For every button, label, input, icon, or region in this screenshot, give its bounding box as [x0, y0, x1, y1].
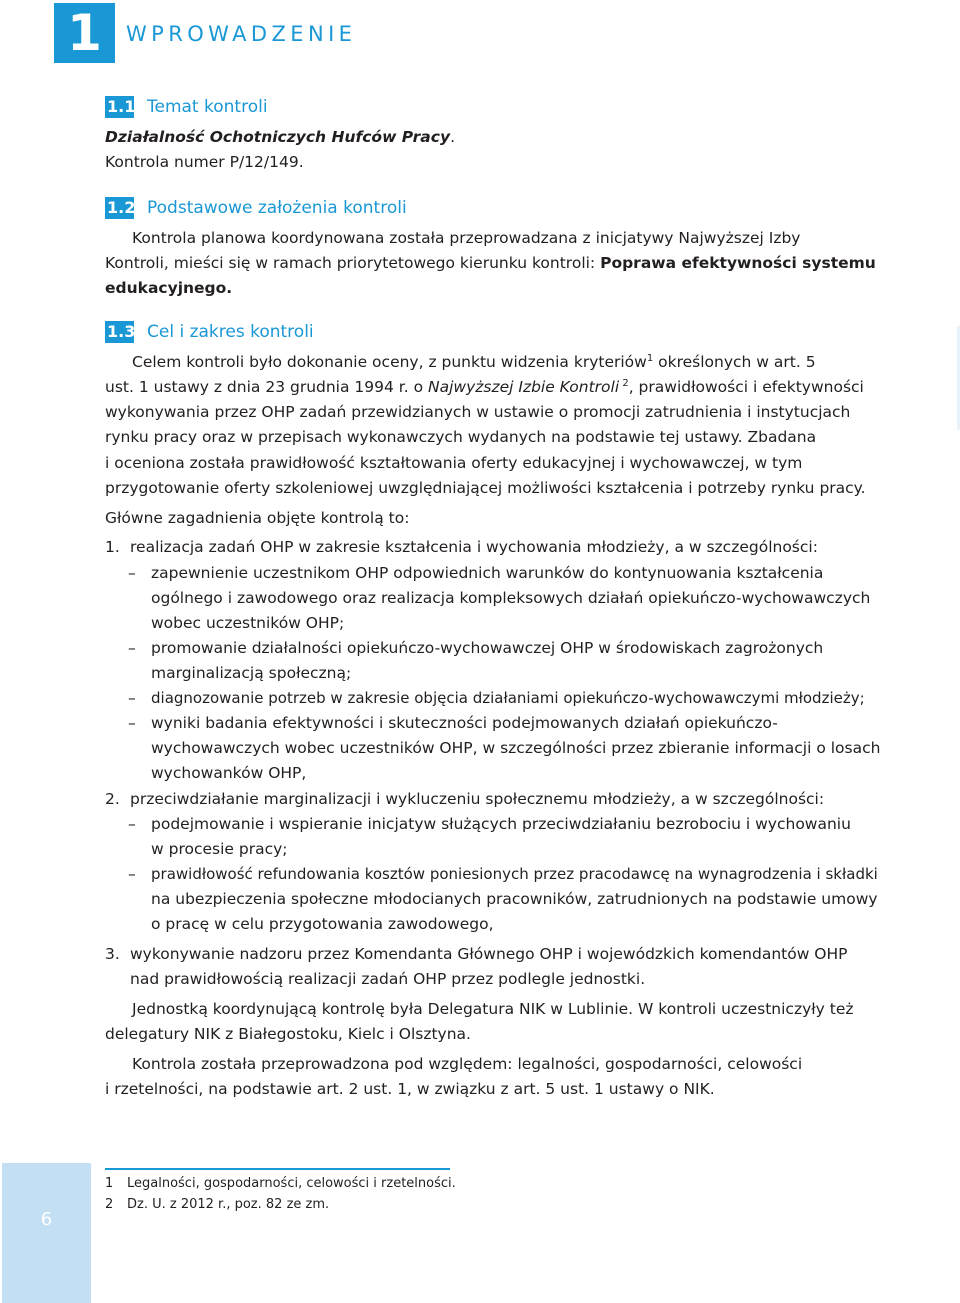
paragraph-line: delegatury NIK z Białegostoku, Kielc i Olsztyna.	[105, 1025, 471, 1043]
list-item: nad prawidłowością realizacji zadań OHP przez podlegle jednostki.	[130, 970, 646, 988]
page-number: 6	[40, 1209, 53, 1230]
section-number: 1.2	[107, 198, 136, 217]
list-item: zapewnienie uczestnikom OHP odpowiednich warunków do kontynuowania kształcenia	[151, 564, 824, 582]
paragraph-line: przygotowanie oferty szkoleniowej uwzględniającej możliwości kształcenia i potrzeby rynku pracy.	[105, 479, 866, 497]
list-item: diagnozowanie potrzeb w zakresie objęcia działaniami opiekuńczo-wychowawczymi młodzieży;	[151, 689, 865, 707]
list-item: wobec uczestników OHP;	[151, 614, 345, 632]
dash-bullet: –	[128, 564, 136, 582]
section-title: Cel i zakres kontroli	[147, 322, 314, 342]
list-number: 3.	[105, 945, 120, 963]
list-item: promowanie działalności opiekuńczo-wychowawczej OHP w środowiskach zagrożonych	[151, 639, 824, 657]
paragraph-line: wykonywania przez OHP zadań przewidzianych w ustawie o promocji zatrudnienia i instytucjach	[105, 403, 851, 421]
list-item: w procesie pracy;	[151, 840, 288, 858]
footnote: 2 Dz. U. z 2012 r., poz. 82 ze zm.	[105, 1197, 330, 1212]
paragraph-line: ust. 1 ustawy z dnia 23 grudnia 1994 r. o Najwyższej Izbie Kontroli $^2$, prawidłowości i efektywności	[105, 377, 864, 396]
paragraph-line: Główne zagadnienia objęte kontrolą to:	[105, 509, 410, 527]
footnote-divider	[105, 1168, 450, 1170]
paragraph-line: Jednostką koordynującą kontrolę była Delegatura NIK w Lublinie. W kontroli uczestniczyły też	[132, 1000, 854, 1018]
section-number: 1.3	[107, 322, 136, 341]
list-number: 2.	[105, 790, 120, 808]
footnote-ref: 2	[619, 377, 629, 389]
list-item: o pracę w celu przygotowania zawodowego,	[151, 915, 494, 933]
paragraph-line: rynku pracy oraz w przepisach wykonawczych wydanych na podstawie tej ustawy. Zbadana	[105, 428, 817, 446]
footnote-ref: 1	[646, 352, 654, 364]
list-item: ogólnego i zawodowego oraz realizacja kompleksowych działań opiekuńczo-wychowawczych	[151, 589, 871, 607]
list-item: wyniki badania efektywności i skuteczności podejmowanych działań opiekuńczo-	[151, 714, 778, 732]
list-item: realizacja zadań OHP w zakresie kształcenia i wychowania młodzieży, a w szczególności:	[130, 538, 818, 556]
section-heading-1-1	[105, 96, 268, 118]
section-heading-1-3	[105, 321, 314, 343]
paragraph-line: i rzetelności, na podstawie art. 2 ust. 1, w związku z art. 5 ust. 1 ustawy o NIK.	[105, 1080, 715, 1098]
dash-bullet: –	[128, 714, 136, 732]
page-number-bar	[2, 1163, 91, 1303]
section-title: Podstawowe założenia kontroli	[147, 198, 407, 218]
paragraph-line: Celem kontroli było dokonanie oceny, z punktu widzenia kryteriów$^1$ określonych w art. 5	[132, 352, 816, 371]
section-number: 1.1	[107, 97, 136, 116]
list-item: wychowawczych wobec uczestników OHP, w szczególności przez zbieranie informacji o losach	[151, 739, 881, 757]
paragraph-line: edukacyjnego.	[105, 279, 233, 297]
list-item: przeciwdziałanie marginalizacji i wykluczeniu społecznemu młodzieży, a w szczególności:	[130, 790, 825, 808]
list-item: prawidłowość refundowania kosztów poniesionych przez pracodawcę na wynagrodzenia i składki	[151, 865, 878, 883]
dash-bullet: –	[128, 639, 136, 657]
chapter-title: WPROWADZENIE	[126, 22, 357, 46]
section-heading-1-2	[105, 197, 407, 219]
list-item: wychowanków OHP,	[151, 764, 307, 782]
list-item: na ubezpieczenia społeczne młodocianych pracowników, zatrudnionych na podstawie umowy	[151, 890, 878, 908]
paragraph-line: Kontrola planowa koordynowana została przeprowadzana z inicjatywy Najwyższej Izby	[132, 229, 801, 247]
list-item: podejmowanie i wspieranie inicjatyw służących przeciwdziałaniu bezrobociu i wychowaniu	[151, 815, 851, 833]
list-item: wykonywanie nadzoru przez Komendanta Głównego OHP i wojewódzkich komendantów OHP	[130, 945, 848, 963]
chapter-number: 1	[54, 3, 115, 63]
dash-bullet: –	[128, 865, 136, 883]
list-number: 1.	[105, 538, 120, 556]
topic-number: Kontrola numer P/12/149.	[105, 153, 304, 171]
paragraph-line: i oceniona została prawidłowość kształtowania oferty edukacyjnej i wychowawczej, w tym	[105, 454, 803, 472]
topic-name: Działalność Ochotniczych Hufców Pracy.	[105, 128, 455, 146]
dash-bullet: –	[128, 815, 136, 833]
section-title: Temat kontroli	[147, 97, 268, 117]
footnote: 1 Legalności, gospodarności, celowości i rzetelności.	[105, 1176, 456, 1191]
paragraph-line: Kontroli, mieści się w ramach priorytetowego kierunku kontroli: Poprawa efektywności systemu	[105, 254, 876, 272]
paragraph-line: Kontrola została przeprowadzona pod względem: legalności, gospodarności, celowości	[132, 1055, 803, 1073]
list-item: marginalizacją społeczną;	[151, 664, 352, 682]
dash-bullet: –	[128, 689, 136, 707]
